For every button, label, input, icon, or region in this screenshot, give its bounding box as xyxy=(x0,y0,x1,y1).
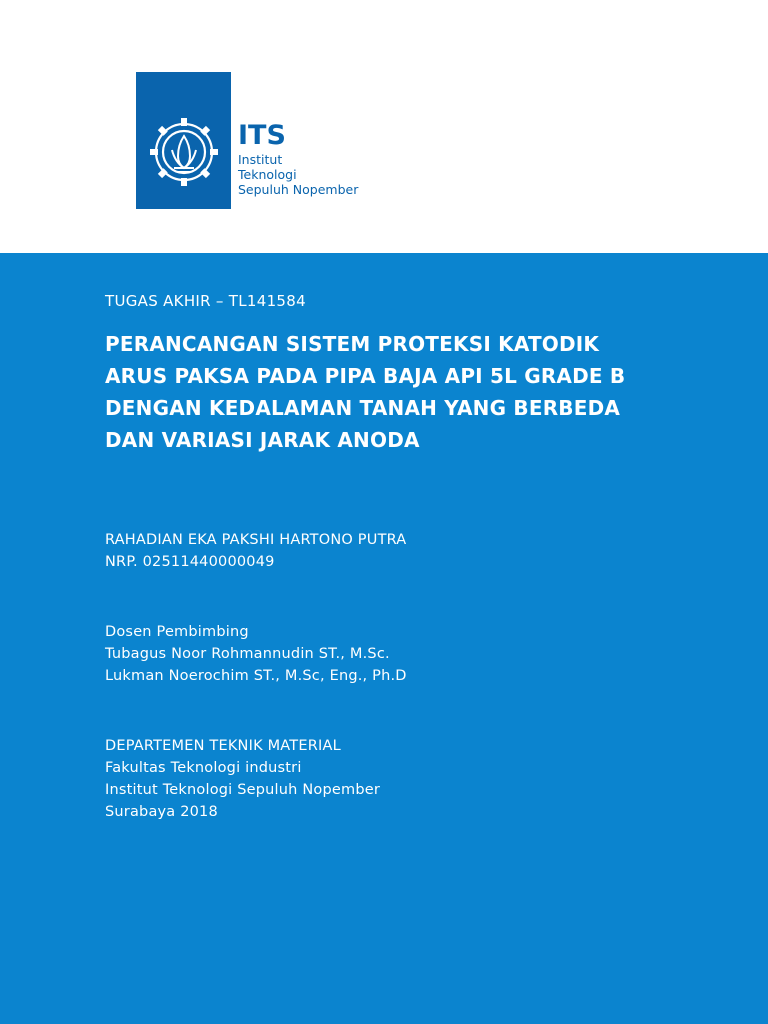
author-name: RAHADIAN EKA PAKSHI HARTONO PUTRA xyxy=(105,532,407,548)
author-block xyxy=(105,529,406,573)
its-logo-line-1: Institut xyxy=(238,152,283,167)
cover-panel xyxy=(0,253,768,1024)
thesis-label: TUGAS AKHIR – TL141584 xyxy=(105,292,306,310)
its-logo-mark: ITS xyxy=(238,120,286,151)
cover-header xyxy=(0,0,768,253)
thesis-title-line-4: DAN VARIASI JARAK ANODA xyxy=(105,428,420,452)
thesis-title-line-1: PERANCANGAN SISTEM PROTEKSI KATODIK xyxy=(105,332,600,356)
department-name: DEPARTEMEN TEKNIK MATERIAL xyxy=(105,738,341,754)
advisor-name-2: Lukman Noerochim ST., M.Sc, Eng., Ph.D xyxy=(105,668,407,684)
faculty-name: Fakultas Teknologi industri xyxy=(105,760,302,776)
its-logo-line-2: Teknologi xyxy=(238,167,297,182)
its-emblem-block xyxy=(136,72,231,209)
advisors-heading: Dosen Pembimbing xyxy=(105,624,249,640)
thesis-title xyxy=(105,328,625,456)
place-year: Surabaya 2018 xyxy=(105,804,218,820)
institute-name: Institut Teknologi Sepuluh Nopember xyxy=(105,782,381,798)
its-logo-line-3: Sepuluh Nopember xyxy=(238,182,359,197)
author-nrp: NRP. 02511440000049 xyxy=(105,554,275,570)
thesis-title-line-3: DENGAN KEDALAMAN TANAH YANG BERBEDA xyxy=(105,396,621,420)
institution-block xyxy=(105,735,380,823)
its-wordmark xyxy=(238,122,358,197)
advisors-block xyxy=(105,621,407,687)
advisor-name-1: Tubagus Noor Rohmannudin ST., M.Sc. xyxy=(105,646,390,662)
its-emblem-icon xyxy=(144,112,224,192)
thesis-title-line-2: ARUS PAKSA PADA PIPA BAJA API 5L GRADE B xyxy=(105,364,626,388)
